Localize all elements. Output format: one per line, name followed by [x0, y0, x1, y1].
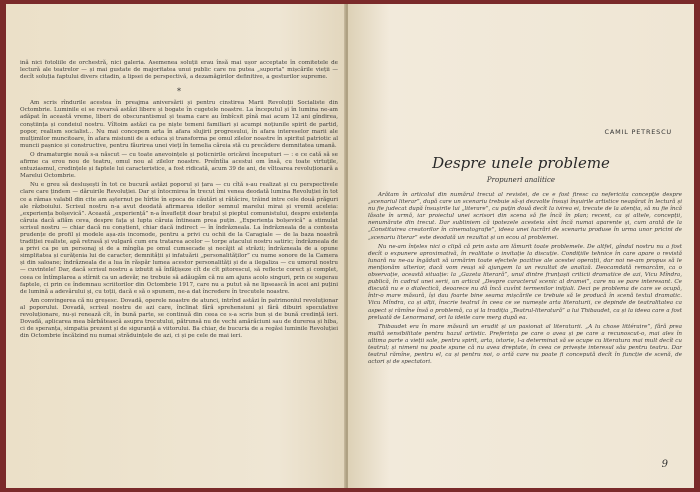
paragraph: Nu e greu să deslușești în tot ce bucură astăzi poporul și țara — cu cîtă s-au realizat și cu perspectivele clare care țindem — dăruirile Revoluției. Dar și întocmirea în trecut îmi venea deodată lumina Revoluției în tot ce a rămas valabil din cite am așternut pe hîrtie în epoca de căutări și rătăcire, trăind intre cele două prăguri ale războiului. Scrisul nostru n-a avut deodată afirmarea ideilor semnul marelui mirai și vremii aceleia: „experiența bolșevică”. Această „experiență” n-a însuflețit doar brațul și pieptul comunistului, despre existența căruia dacă aflăm ceva, despre fața și lupta căruia întineam prea puțin. „Experiența bolșevică” a stimulat scrisul nostru — chiar dacă nu conștient, chiar dacă indirect — în îndrăzneala. La îndrăzneala de a contesta prudențe de profil și modele așa-zis incomode, pentru a privi cu ochii de la Caragiale — de la baza noastră tradiției realiste, apă retrasă și vulgară cum era tratarea acelor — torpe atacului nostru satiric; îndrăzneala de a privi ca pe un personaj și de a mîngîia pe omul cumsecade și necăjit al străzii; îndrăzneala de a opune simplitatea și curățenia lui de caracter, demnității și infatuării „personalităților” cu nume sonore de la Camera și din saloane; îndrăzneala de a lua în răspăr lumea acestor personalități și de a ilegaliza — cu umorul nostru — cuvintele! Dar, dacă scrisul nostru a izbutit să înfățișeze cît de cît pitorescul, să reflecte corect și complet, ceea ce întîmplarea a stîrnit ca un adevăr, ne trebuie să adăugăm că nu am ajuns acolo singuri, prin ce sugerau faptele, ci prin ce îndemnau scriitorilor din Octombrie 1917, care nu a putut să ne lipsească în acei ani puțini de lumină a adevărului și, cu toții, dacă e să o spunem, ne-a dat încredere în trecutele noastre. [20, 182, 338, 295]
right-page [348, 4, 694, 488]
section-separator: * [177, 87, 181, 97]
paragraph: Arătam în articolul din numărul trecut al revistei, de ce e fost firesc ca nefericita concepție despre „scenariul literar”, după care un scenariu trebuie să-și dezvolte însuși înșuirile artistice neapărat în lectură și nu fie judecat după însușirile lui „literare”, cu puțin două decît la ivirea ei, trecute de la atenția, să nu fie încă lăsate în urmă, iar proiectul unei scrisori din scena să fie încă în plan; recent, ca și altele, concepții, nenumărate din trecut. Dar subliniem că ipotezele acesteia sînt încă numai aparente și, cum arată de la „Constituirea creatorilor în cinematografie”, ideea unei lucrări de scenariu produse în urma unor pricini de „scenariu literar” este deodată un rezultat și un ecou al problemei. [368, 192, 682, 241]
paragraph: Nu ne-am înțeles nici o clipă că prin asta am lămurit toate problemele. De altfel, gîndul nostru nu a fost decît o expunere aproximativă, în realitate o invitație la discuție. Condițiile tehnice în care apare o revistă lunară nu ne-au îngăduit să urmărim toate efectele pozitive ale acestei operații, dar noi ne-am propus să le menționăm ulterior, dacă vom reuși să ajungem la un rezultat de analiză. Deocamdată remarcăm, ca o observație, această situație: la „Gazeta literară”, unul dintre frunțașii criticii dramatice de azi, Vicu Mîndra, publică, în cadrul unei serii, un articol „Despre caracterul scenic al dramei”, care nu se pare interesant. Ce discută nu e o dialectică, deoarece nu dă încă cuvînt termenilor inițiali. Deci pe problema de care se ocupă, într-o mare măsură, își dau foarte bine seama mișcările ce trebuie să le producă în scenă textul dramatic. Vicu Mîndra, ca și alții, înscrie teatrul în ceea ce se numește arta literaturii, ce depinde de teatralitatea ca aspect și rămîne însă o problemă, ca și la tradiția „Teatrul-literatură” a lui Thibaudet, ca și la ideea care a fost preluată de Lenormand, ori la ideile care merg după ea. [368, 243, 682, 321]
article-subtitle: Propuneri analitice [486, 176, 556, 184]
left-page [6, 4, 346, 488]
paragraph: O dramaturgie nouă s-a născut — cu toate anevoințele și poticnirile oricărei începuturi — : e ce cată să se afirme ca erou nou de teatru, omul nou al zilelor noastre. Preîntîia acestui om însă, cu toate virtuțile, entuziasmul, credințele și faptele lui caracteristice, a fost ridicată, acum 39 de ani, de vîltoarea revoluționară a Marelui Octombrie. [20, 151, 338, 180]
left-page-text [20, 60, 338, 342]
paragraph: Am scris rîndurile acestea în preajma aniversării și pentru cinstirea Marii Revoluții Socialiste din Octombrie. Luminile ei se revarsă astăzi libere și bogate în cugetele noastre. La începutul și în lumina ne-am adăpat în această vreme, liberi de obscurantismul și teama care au îmbîcsit pînă mai acum 12 ani gîndirea, conștiința și condeiul nostru. Vîltoim astăzi ca pe niște temeni familiari și acumpi noțiunile spirit de partid, popor, realism socialist... Nu mai concepem arta în afara slujirii progresului, în afara intereselor marii ale mulțimilor muncitoare, în afara misiunii de a educa și transforma pe omul zilelor noastre în spiritul patriotic al muncii pașnice și constructive, pentru făurirea unei vieți în temelia căreia stă cu precădere demnitatea umană. [20, 100, 338, 149]
book-spread [6, 4, 694, 488]
article-title: Despre unele probleme [432, 154, 610, 172]
paragraph: Am convingerea că nu greșesc. Dovadă, operele noastre de atunci, intrînd astăzi în patrimoniul revoluționar al poporului. Dovadă, scrisul nostru de azi care, înclinat fără sprehensiuni și fără dibuiri speculative revoluționare, nu-și renează cît, în bună parte, se continuă din ceea ce s-a scris bun și de bună credință ieri. Dovadă, aplicarea mea bărbătească asupra trecutului, pătrunsă nu de vechi amărăciuni sau de durerea și hiba, ci de speranța, simpatia prezent și de siguranță a viitorului. Ba chiar, de bucuria de a regăsi luminile Revoluției din Octombrie încălzind nu numai străduințele de azi, ci și pe cele de mai ieri. [20, 297, 338, 340]
right-page-text [368, 192, 682, 368]
page-number: 9 [661, 459, 668, 470]
paragraph: ină nici fotoliile de orchestră, nici galeria. Asemenea soluții erau însă mai ușor acceptate în comitetele de lectură ale teatrelor — și mai gustate de majoritatea unui public care nu putea „suporta” mișcările vieții — decît soluția faptului divers citadin, a lipsei de perspectivă, a dezamăgirilor definitive, a gesturilor supreme. [20, 60, 338, 81]
article-author: CAMIL PETRESCU [604, 128, 672, 136]
paragraph: Thibaudet era în mare măsură un erudit și un pasionat al literaturii. „A lu chose littéraire”, fără prea multă sensibilitate pentru hazul artistic. Preferința pe care o avea și pe care a recunoscut-o, mai ales în ultima parte a vieții sale, pentru spirit, arta, istorie, l-a determinat să se ocupe cu literatura mai mult decît cu teatrul; și nimeni nu poate spune că nu avea dreptate, în ceea ce privește interesul său pentru teatru. Dar teatrul rămîne, pentru el, ca și pentru noi, o artă care nu poate fi concepută decît în funcție de scenă, de actori și de spectatori. [368, 323, 682, 366]
